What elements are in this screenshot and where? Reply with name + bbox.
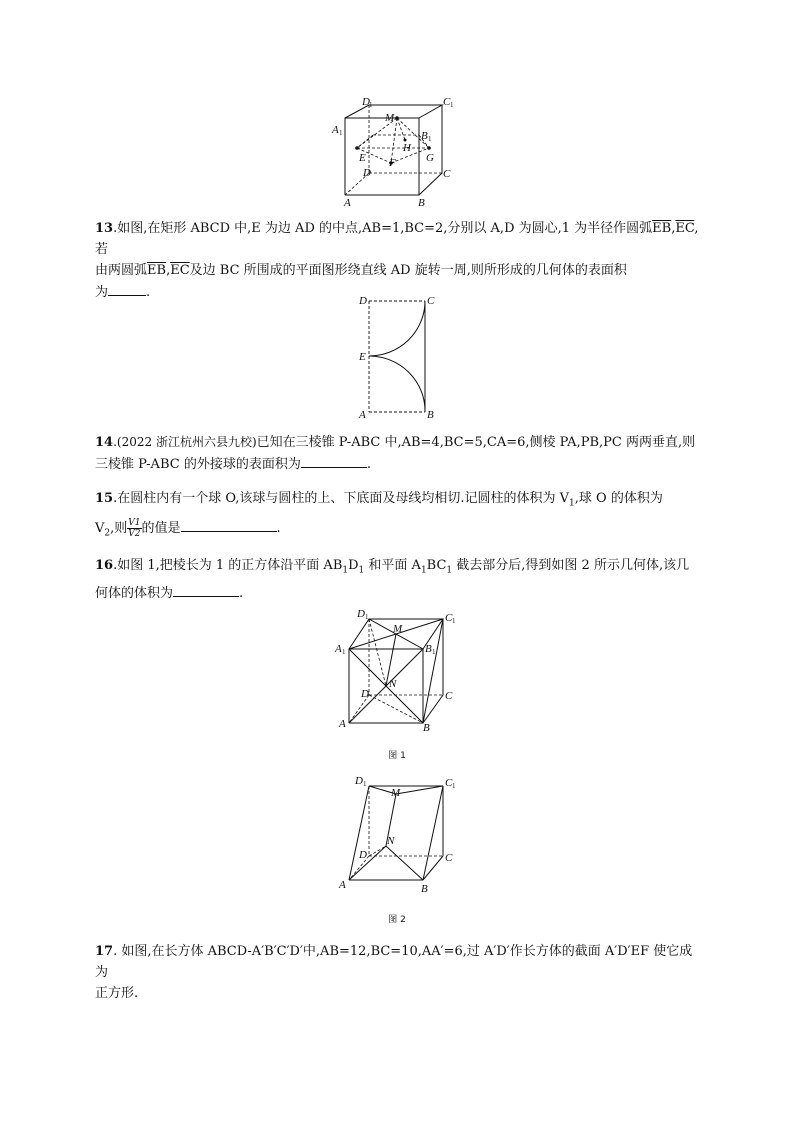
question-16: 16.如图 1,把棱长为 1 的正方体沿平面 $AB_1D_1$ 和平面 $A_1BC_1$ 截去部分后,得到如图 2 所示几何体,该几 何体的体积为 . — [95, 558, 690, 601]
answer-blank[interactable] — [301, 453, 367, 468]
label-D: D — [359, 849, 367, 861]
arc-EC — [369, 301, 425, 356]
cube-front-face — [345, 118, 419, 195]
label-H: H — [403, 142, 411, 154]
svg-text:1: 1 — [450, 101, 454, 109]
arc-EB — [369, 356, 425, 412]
question-14: 14.(2022 浙江杭州六县九校)已知在三棱锥 P-ABC 中,AB=4,BC=5,CA=6,侧棱 PA,PB,PC 两两垂直,则 三棱锥 P-ABC 的外接球的表面积为 . — [95, 435, 696, 472]
svg-text:1: 1 — [452, 782, 456, 790]
question-number: 15 — [95, 491, 114, 506]
question-number: 16 — [95, 558, 114, 573]
solid-figure-2 — [335, 772, 465, 902]
label-B1: B — [425, 643, 432, 655]
svg-text:1: 1 — [432, 648, 436, 656]
label-D: D — [359, 295, 367, 307]
label-A1: A — [332, 124, 339, 136]
label-C1: C — [443, 96, 451, 108]
label-A: A — [339, 879, 346, 891]
label-M: M — [391, 787, 401, 799]
label-D: D — [361, 688, 369, 700]
label-G: G — [426, 152, 434, 164]
label-B1: B — [421, 130, 428, 142]
label-C1: C — [445, 612, 453, 624]
label-N: N — [389, 678, 397, 690]
question-17: 17. 如图,在长方体 ABCD-A′B′C′D′中,AB=12,BC=10,AA′=6,过 A′D′作长方体的截面 A′D′EF 使它成为 正方形. — [95, 944, 693, 1001]
label-B: B — [427, 409, 434, 421]
label-A1: A — [335, 643, 342, 655]
volume-ratio-fraction: $\frac{V1}{V2}$ — [128, 517, 141, 539]
label-C: C — [443, 168, 451, 180]
label-M: M — [385, 112, 395, 124]
question-number: 17 — [95, 944, 114, 959]
rectangle-arcs-figure — [355, 292, 445, 422]
label-C: C — [427, 295, 435, 307]
label-E: E — [359, 152, 366, 164]
label-A: A — [344, 197, 351, 209]
cube-figure-1 — [335, 605, 465, 735]
answer-blank[interactable] — [108, 281, 146, 296]
label-N: N — [387, 835, 395, 847]
label-D1: D — [355, 775, 363, 787]
label-D1: D — [357, 608, 365, 620]
svg-text:1: 1 — [342, 648, 346, 656]
label-E: E — [359, 351, 366, 363]
question-13: 13.如图,在矩形 ABCD 中,E 为边 AD 的中点,AB=1,BC=2,分别以 A,D 为圆心,1 为半径作圆弧$\overline{EB},\overline{EC}$,若 由两圆弧$\overline{EB},\overline{EC}$及边 BC 所围成的平面图形绕直线 AD 旋转一周,则所形成的几何体的表面积 为 . — [95, 221, 699, 300]
figure-2-caption: 图 2 — [388, 915, 406, 925]
svg-text:1: 1 — [452, 617, 456, 625]
label-D: D — [363, 167, 371, 179]
question-number: 13 — [95, 221, 114, 236]
figure-1-caption: 图 1 — [388, 751, 406, 761]
label-C: C — [445, 852, 453, 864]
label-M: M — [393, 623, 403, 635]
label-B: B — [423, 722, 430, 734]
label-F: F — [389, 157, 396, 169]
label-A: A — [339, 718, 346, 730]
label-C1: C — [445, 777, 453, 789]
svg-text:1: 1 — [369, 101, 373, 109]
svg-text:1: 1 — [428, 135, 432, 143]
svg-text:1: 1 — [365, 613, 369, 621]
answer-blank[interactable] — [173, 582, 239, 597]
svg-text:1: 1 — [339, 129, 343, 137]
cube-right-edges — [419, 105, 442, 195]
svg-text:1: 1 — [363, 780, 367, 788]
label-C: C — [445, 690, 453, 702]
label-B: B — [418, 197, 425, 209]
question-number: 14 — [95, 435, 114, 450]
answer-blank[interactable] — [181, 517, 277, 532]
label-B: B — [421, 883, 428, 895]
label-A: A — [359, 409, 366, 421]
label-D1: D — [362, 96, 370, 108]
question-15: 15.在圆柱内有一个球 O,该球与圆柱的上、下底面及母线均相切.记圆柱的体积为 $V_1$,球 O 的体积为 $V_2$,则 $\frac{V1}{V2}$ 的值是 . — [95, 491, 663, 539]
cube-figure-top — [332, 95, 465, 210]
question-source: .(2022 浙江杭州六县九校) — [113, 435, 257, 449]
